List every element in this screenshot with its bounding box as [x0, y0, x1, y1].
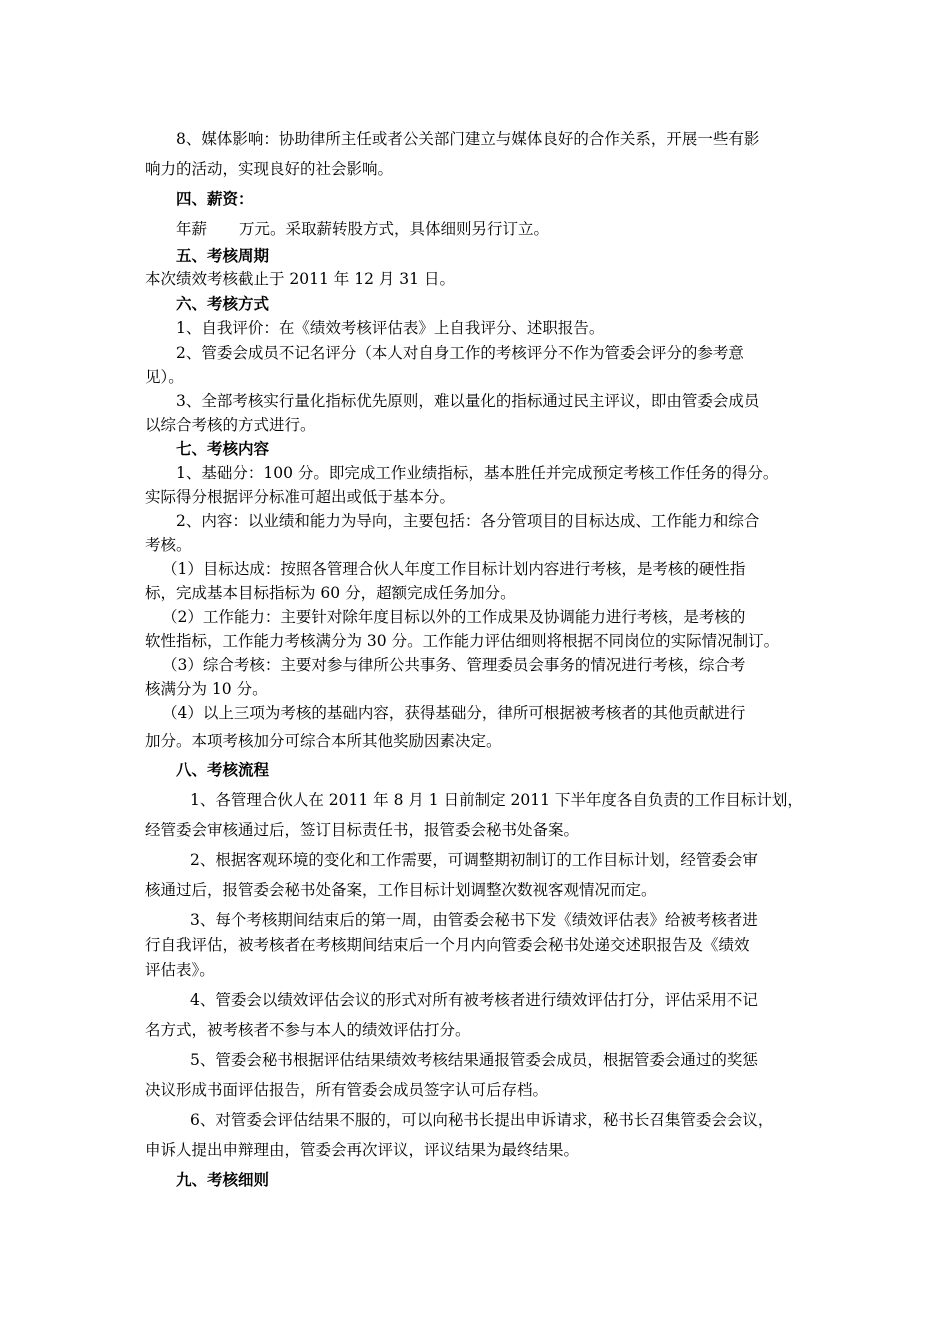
heading-method: 六、考核方式	[176, 294, 270, 313]
process-5-line2: 决议形成书面评估报告，所有管委会成员签字认可后存档。	[145, 1081, 549, 1099]
salary-text: 万元。采取薪转股方式，具体细则另行订立。	[239, 220, 550, 238]
salary-label: 年薪	[176, 220, 208, 238]
process-1-line2: 经管委会审核通过后，签订目标责任书，报管委会秘书处备案。	[145, 821, 580, 839]
process-3-line1: 3、每个考核期间结束后的第一周，由管委会秘书下发《绩效评估表》给被考核者进	[190, 911, 758, 929]
section8-line1: 8、媒体影响：协助律所主任或者公关部门建立与媒体良好的合作关系，开展一些有影	[176, 130, 760, 148]
heading-process: 八、考核流程	[176, 760, 270, 779]
content-2-line2: 考核。	[145, 536, 192, 554]
process-6-line1: 6、对管委会评估结果不服的，可以向秘书长提出申诉请求，秘书长召集管委会会议，	[190, 1111, 774, 1129]
content-goal-line2: 标，完成基本目标指标为 60 分，超额完成任务加分。	[145, 584, 516, 602]
content-1-line2: 实际得分根据评分标准可超出或低于基本分。	[145, 488, 456, 506]
heading-salary: 四、薪资：	[176, 189, 254, 208]
content-2-line1: 2、内容：以业绩和能力为导向，主要包括：各分管项目的目标达成、工作能力和综合	[176, 512, 760, 530]
heading-rules: 九、考核细则	[176, 1170, 270, 1189]
content-overall-line1: （3）综合考核：主要对参与律所公共事务、管理委员会事务的情况进行考核，综合考	[162, 656, 746, 674]
salary-line	[176, 218, 549, 240]
process-2-line2: 核通过后，报管委会秘书处备案，工作目标计划调整次数视客观情况而定。	[145, 881, 657, 899]
heading-content: 七、考核内容	[176, 439, 270, 458]
heading-period: 五、考核周期	[176, 246, 270, 265]
process-3-line2: 行自我评估，被考核者在考核期间结束后一个月内向管委会秘书处递交述职报告及《绩效	[145, 936, 750, 954]
content-goal-line1: （1）目标达成：按照各管理合伙人年度工作目标计划内容进行考核，是考核的硬性指	[162, 560, 746, 578]
content-overall-line2: 核满分为 10 分。	[145, 680, 268, 698]
method-1: 1、自我评价：在《绩效考核评估表》上自我评分、述职报告。	[176, 319, 605, 337]
content-ability-line1: （2）工作能力：主要针对除年度目标以外的工作成果及协调能力进行考核，是考核的	[162, 608, 746, 626]
content-1-line1: 1、基础分：100 分。即完成工作业绩指标，基本胜任并完成预定考核工作任务的得分。	[176, 464, 779, 482]
method-3-line1: 3、全部考核实行量化指标优先原则，难以量化的指标通过民主评议，即由管委会成员	[176, 392, 760, 410]
method-2-line2: 见）。	[145, 368, 184, 386]
process-4-line2: 名方式，被考核者不参与本人的绩效评估打分。	[145, 1021, 471, 1039]
process-5-line1: 5、管委会秘书根据评估结果绩效考核结果通报管委会成员，根据管委会通过的奖惩	[190, 1051, 758, 1069]
content-bonus-line1: （4）以上三项为考核的基础内容，获得基础分，律所可根据被考核者的其他贡献进行	[162, 704, 746, 722]
process-3-line3: 评估表》。	[145, 961, 215, 979]
process-1-line1: 1、各管理合伙人在 2011 年 8 月 1 日前制定 2011 下半年度各自负责的工作目标计划，	[190, 791, 803, 809]
period-text: 本次绩效考核截止于 2011 年 12 月 31 日。	[145, 270, 455, 288]
content-bonus-line2: 加分。本项考核加分可综合本所其他奖励因素决定。	[145, 732, 502, 750]
method-3-line2: 以综合考核的方式进行。	[145, 416, 316, 434]
content-ability-line2: 软性指标，工作能力考核满分为 30 分。工作能力评估细则将根据不同岗位的实际情况制订。	[145, 632, 780, 650]
method-2-line1: 2、管委会成员不记名评分（本人对自身工作的考核评分不作为管委会评分的参考意	[176, 344, 744, 362]
section8-line2: 响力的活动，实现良好的社会影响。	[145, 160, 394, 178]
process-6-line2: 申诉人提出申辩理由，管委会再次评议，评议结果为最终结果。	[145, 1141, 580, 1159]
process-4-line1: 4、管委会以绩效评估会议的形式对所有被考核者进行绩效评估打分，评估采用不记	[190, 991, 758, 1009]
process-2-line1: 2、根据客观环境的变化和工作需要，可调整期初制订的工作目标计划，经管委会审	[190, 851, 758, 869]
